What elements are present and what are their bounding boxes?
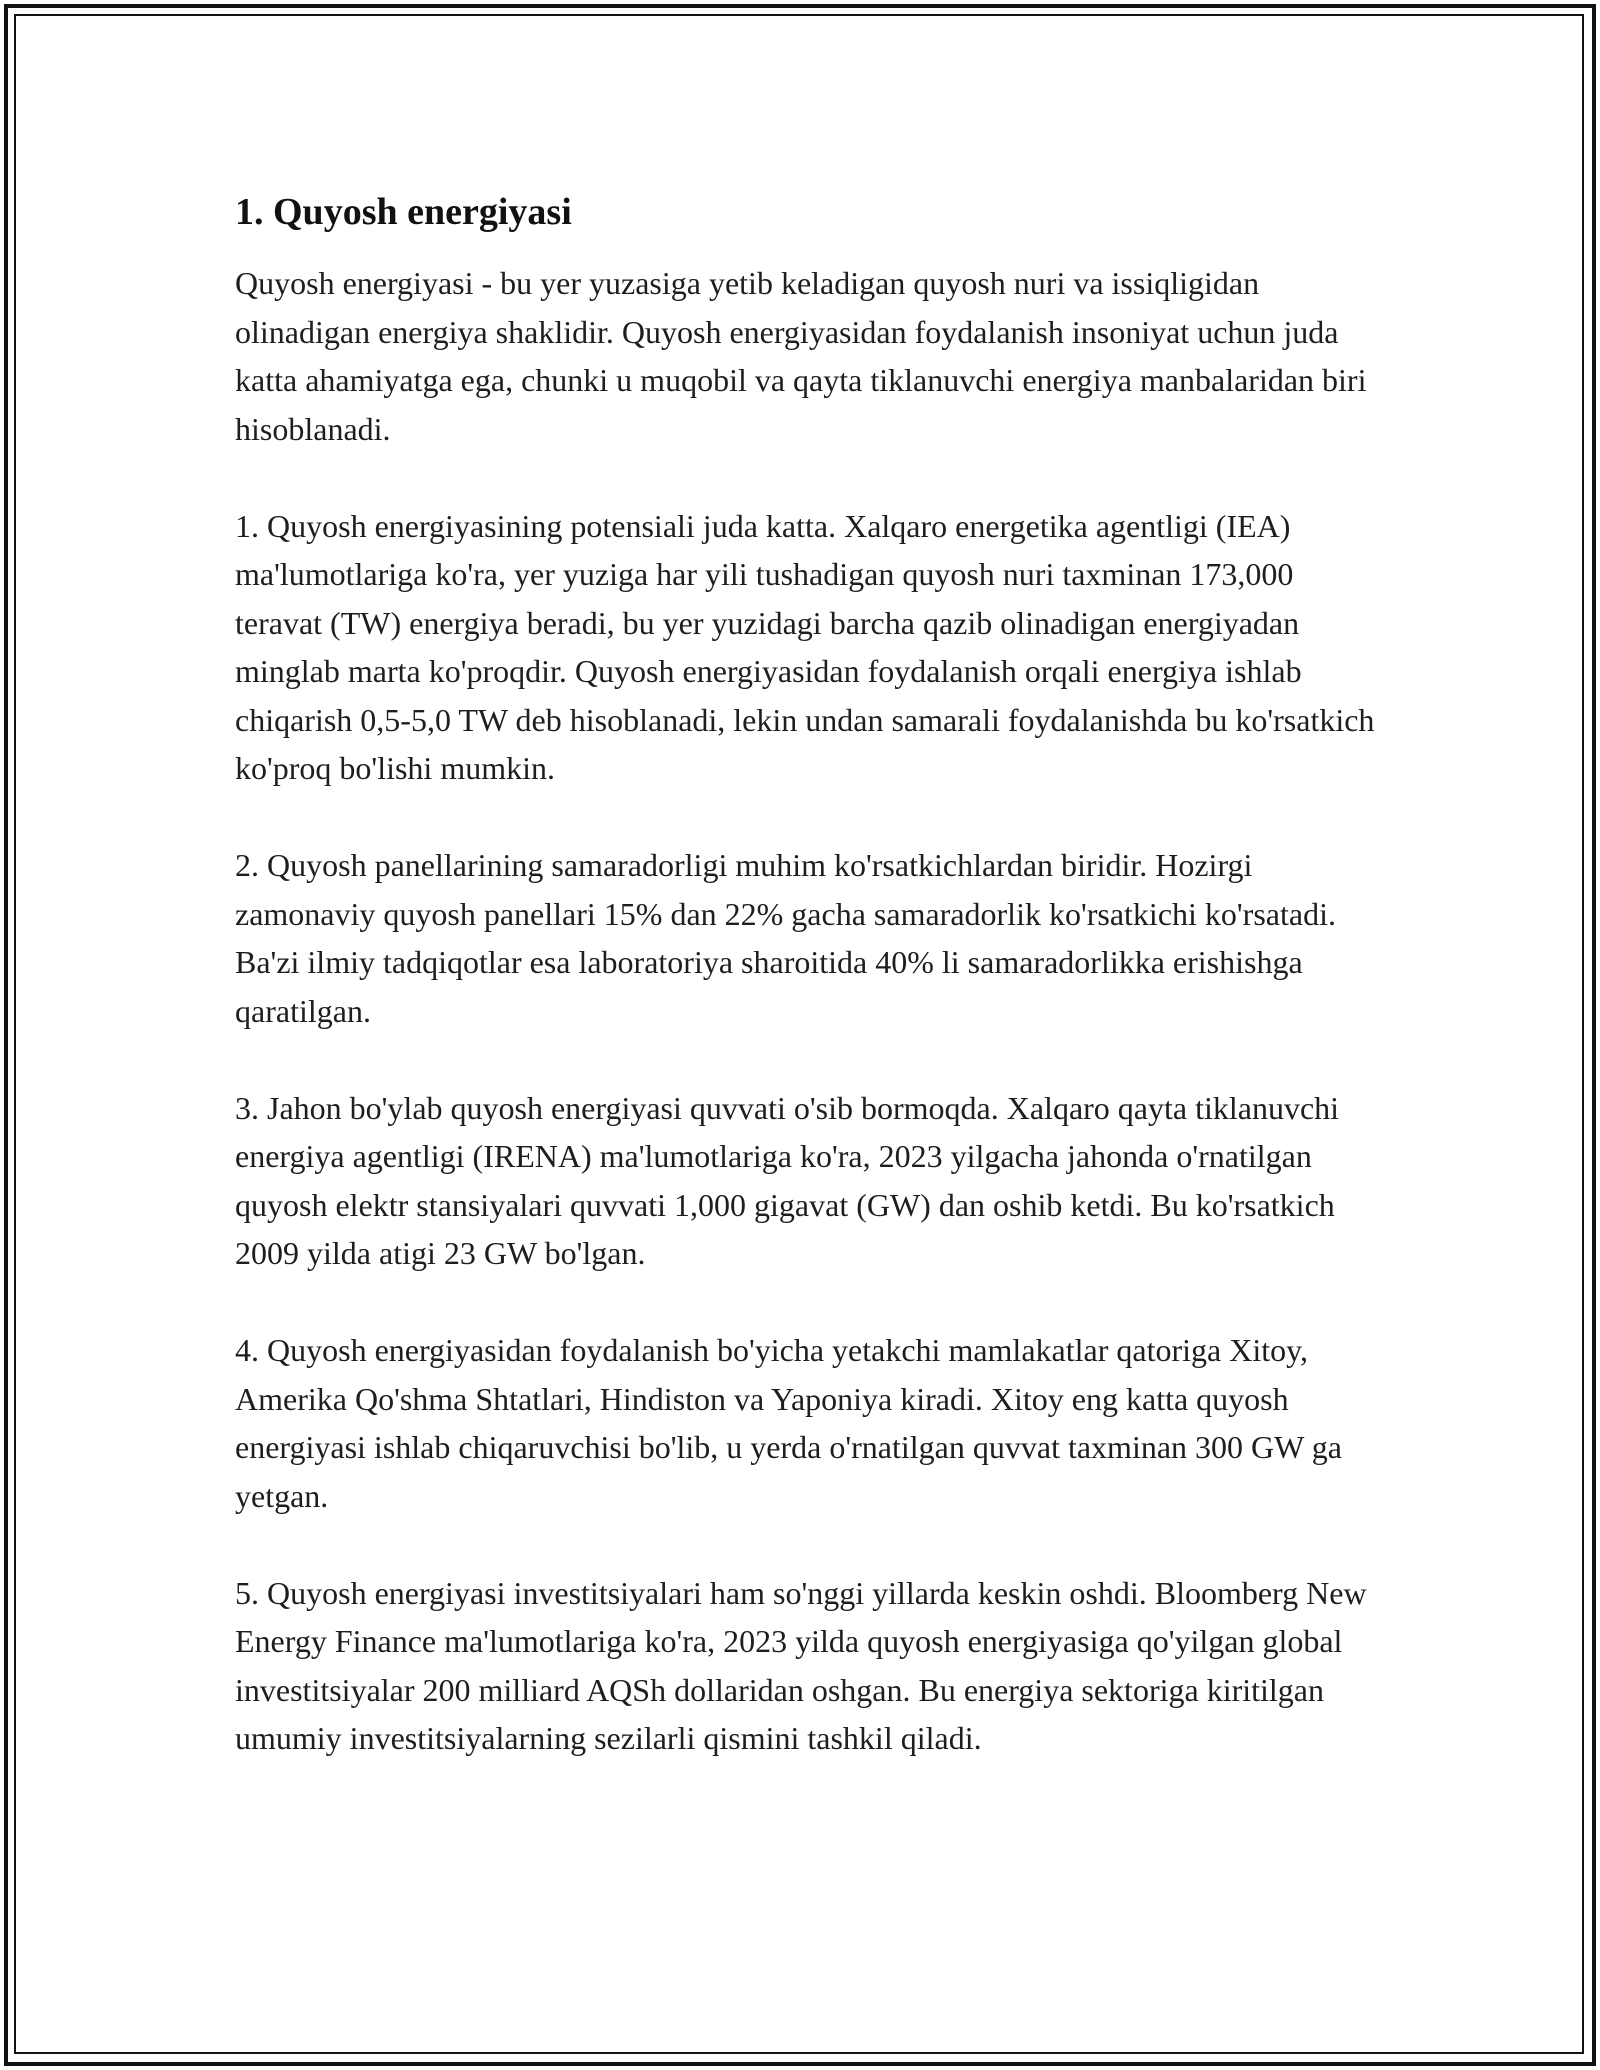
document-body	[235, 188, 1380, 1811]
paragraph-panel-efficiency: 2. Quyosh panellarining samaradorligi muhim ko'rsatkichlardan biridir. Hozirgi zamonaviy quyosh panellari 15% dan 22% gacha samaradorlik ko'rsatkichi ko'rsatadi. Ba'zi ilmiy tadqiqotlar esa laboratoriya sharoitida 40% li samaradorlikka erishishga qaratilgan.	[235, 847, 1336, 1029]
paragraph-investments: 5. Quyosh energiyasi investitsiyalari ham so'nggi yillarda keskin oshdi. Bloomberg New Energy Finance ma'lumotlariga ko'ra, 2023 yilda quyosh energiyasiga qo'yilgan global investitsiyalar 200 milliard AQSh dollaridan oshgan. Bu energiya sektoriga kiritilgan umumiy investitsiyalarning sezilarli qismini tashkil qiladi.	[235, 1574, 1367, 1756]
paragraph-potential: 1. Quyosh energiyasining potensiali juda katta. Xalqaro energetika agentligi (IEA) ma'lumotlariga ko'ra, yer yuziga har yili tushadigan quyosh nuri taxminan 173,000 teravat (TW) energiya beradi, bu yer yuzidagi barcha qazib olinadigan energiyadan minglab marta ko'proqdir. Quyosh energiyasidan foydalanish orqali energiya ishlab chiqarish 0,5-5,0 TW deb hisoblanadi, lekin undan samarali foydalanishda bu ko'rsatkich ko'proq bo'lishi mumkin.	[235, 507, 1375, 786]
paragraph-global-capacity: 3. Jahon bo'ylab quyosh energiyasi quvvati o'sib bormoqda. Xalqaro qayta tiklanuvchi energiya agentligi (IRENA) ma'lumotlariga ko'ra, 2023 yilgacha jahonda o'rnatilgan quyosh elektr stansiyalari quvvati 1,000 gigavat (GW) dan oshib ketdi. Bu ko'rsatkich 2009 yilda atigi 23 GW bo'lgan.	[235, 1089, 1340, 1271]
intro-paragraph: Quyosh energiyasi - bu yer yuzasiga yetib keladigan quyosh nuri va issiqligidan olinadigan energiya shaklidir. Quyosh energiyasidan foydalanish insoniyat uchun juda katta ahamiyatga ega, chunki u muqobil va qayta tiklanuvchi energiya manbalaridan biri hisoblanadi.	[235, 265, 1367, 447]
paragraph-leading-countries: 4. Quyosh energiyasidan foydalanish bo'yicha yetakchi mamlakatlar qatoriga Xitoy, Amerika Qo'shma Shtatlari, Hindiston va Yaponiya kiradi. Xitoy eng katta quyosh energiyasi ishlab chiqaruvchisi bo'lib, u yerda o'rnatilgan quvvat taxminan 300 GW ga yetgan.	[235, 1332, 1342, 1514]
section-title: 1. Quyosh energiyasi	[235, 191, 572, 233]
